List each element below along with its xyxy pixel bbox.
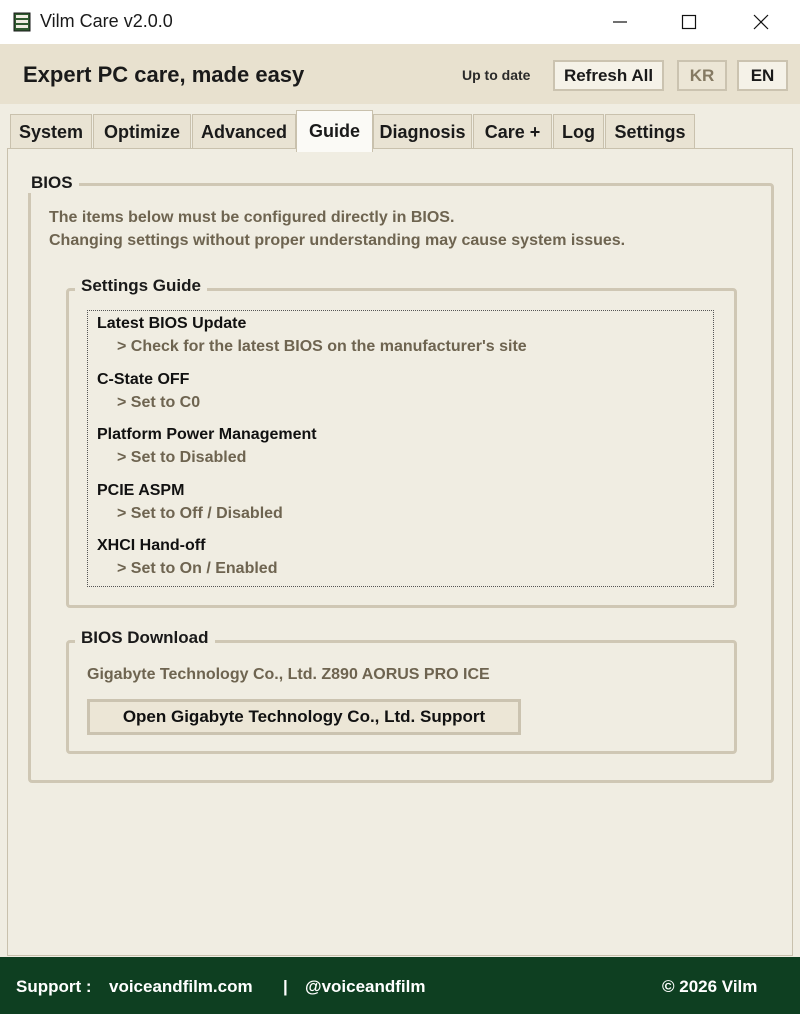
bios-description-line1: The items below must be configured directly in BIOS. (49, 209, 455, 226)
footer (0, 957, 800, 1014)
tagline: Expert PC care, made easy (23, 62, 305, 87)
bios-description-line2: Changing settings without proper understanding may cause system issues. (49, 232, 626, 249)
guide-item-value: > Set to Off / Disabled (117, 505, 283, 522)
guide-item-value: > Set to C0 (117, 394, 201, 411)
tab-advanced[interactable]: Advanced (192, 114, 296, 150)
tab-settings[interactable]: Settings (605, 114, 695, 150)
minimize-button[interactable] (587, 0, 653, 44)
close-button[interactable] (728, 0, 794, 44)
open-support-button[interactable]: Open Gigabyte Technology Co., Ltd. Support (87, 699, 521, 735)
guide-item-name: XHCI Hand-off (97, 537, 206, 554)
maximize-icon (681, 14, 697, 30)
guide-item-name: PCIE ASPM (97, 482, 185, 499)
tab-system[interactable]: System (10, 114, 92, 150)
tab-care-plus[interactable]: Care + (473, 114, 552, 150)
tab-log[interactable]: Log (553, 114, 604, 150)
tab-diagnosis[interactable]: Diagnosis (373, 114, 472, 150)
footer-separator: | (283, 977, 288, 996)
support-label: Support : (16, 977, 92, 996)
website-link[interactable]: voiceandfilm.com (109, 977, 253, 996)
refresh-all-button[interactable]: Refresh All (553, 60, 664, 91)
guide-item-name: C-State OFF (97, 371, 190, 388)
motherboard-model: Gigabyte Technology Co., Ltd. Z890 AORUS PRO ICE (87, 666, 490, 683)
update-status: Up to date (462, 67, 531, 83)
bios-group-title: BIOS (25, 173, 79, 193)
maximize-button[interactable] (656, 0, 722, 44)
language-en-button[interactable]: EN (737, 60, 788, 91)
settings-guide-list[interactable] (87, 310, 714, 587)
bios-download-title: BIOS Download (75, 628, 215, 648)
app-header (0, 44, 800, 104)
title-bar (0, 0, 800, 44)
social-handle-link[interactable]: @voiceandfilm (305, 977, 426, 996)
guide-item-value: > Set to Disabled (117, 449, 247, 466)
close-icon (753, 14, 769, 30)
tab-bar (0, 104, 800, 150)
server-rack-icon (12, 12, 32, 32)
settings-guide-title: Settings Guide (75, 276, 207, 296)
copyright: © 2026 Vilm (662, 977, 758, 996)
minimize-icon (612, 14, 628, 30)
tab-guide[interactable]: Guide (296, 110, 373, 152)
guide-item-name: Platform Power Management (97, 426, 317, 443)
guide-item-value: > Set to On / Enabled (117, 560, 278, 577)
tab-optimize[interactable]: Optimize (93, 114, 191, 150)
language-kr-button[interactable]: KR (677, 60, 727, 91)
window-title: Vilm Care v2.0.0 (40, 11, 173, 31)
bios-download-group (66, 640, 737, 754)
guide-item-name: Latest BIOS Update (97, 315, 247, 332)
guide-item-value: > Check for the latest BIOS on the manufacturer's site (117, 338, 527, 355)
